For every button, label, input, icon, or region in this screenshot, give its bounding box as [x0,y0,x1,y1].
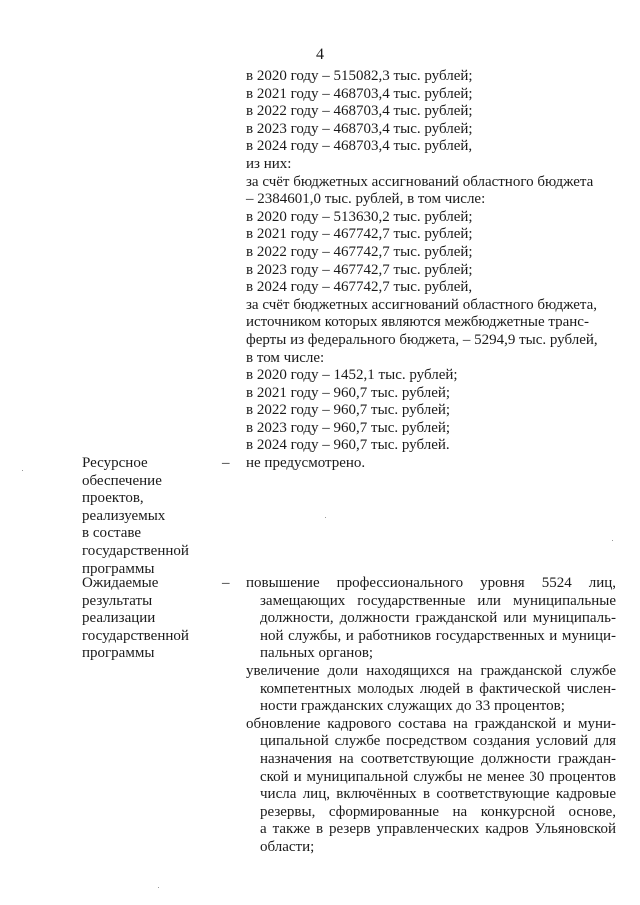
funding-line: в 2021 году – 960,7 тыс. рублей; [246,384,451,401]
label-line: обеспечение [82,472,162,489]
label-line: программы [82,645,155,662]
label-line: результаты [82,592,153,609]
funding-details [246,68,616,455]
funding-line: в 2021 году – 468703,4 тыс. рублей; [246,85,473,102]
results-line: увеличение доли находящихся на гражданской службе [246,662,616,679]
separator-dash: – [222,455,230,471]
scan-speck [158,887,159,888]
results-line: назначения на соответствующие должности граждан- [260,750,616,767]
funding-line: в 2022 году – 960,7 тыс. рублей; [246,402,451,419]
label-line: Ресурсное [82,455,148,471]
resource-label [82,455,217,578]
results-line: ности гражданских служащих до 33 процентов; [260,698,565,715]
funding-line: источником которых являются межбюджетные транс- [246,314,589,331]
label-line: программы [82,560,155,577]
results-line: пальных органов; [260,645,374,662]
results-line: ной службы, и работников государственных и муници- [260,627,616,644]
label-line: государственной [82,542,189,559]
label-line: государственной [82,627,189,644]
results-line: ской и муниципальной службы не менее 30 процентов [260,768,616,785]
funding-line: – 2384601,0 тыс. рублей, в том числе: [246,191,486,208]
results-line: резервы, сформированные на конкурсной основе, [260,803,616,820]
results-label [82,575,217,663]
scan-speck [22,470,23,471]
funding-line: ферты из федерального бюджета, – 5294,9 тыс. рублей, [246,331,598,348]
funding-line: в том числе: [246,349,325,366]
funding-line: в 2023 году – 960,7 тыс. рублей; [246,419,451,436]
funding-line: в 2020 году – 1452,1 тыс. рублей; [246,367,458,384]
funding-line: в 2021 году – 467742,7 тыс. рублей; [246,226,473,243]
funding-line: в 2024 году – 467742,7 тыс. рублей, [246,279,473,296]
scan-speck [325,517,326,518]
page-number: 4 [316,46,324,63]
label-line: реализуемых [82,507,166,524]
funding-line: в 2023 году – 467742,7 тыс. рублей; [246,261,473,278]
results-line: обновление кадрового состава на гражданской и муни- [246,715,616,732]
results-line: области; [260,838,315,855]
funding-line: в 2024 году – 960,7 тыс. рублей. [246,437,450,454]
funding-line: в 2022 году – 468703,4 тыс. рублей; [246,103,473,120]
funding-line: в 2024 году – 468703,4 тыс. рублей, [246,138,473,155]
funding-line: за счёт бюджетных ассигнований областного бюджета [246,173,594,190]
results-line: ципальной службе посредством создания условий для [260,733,616,750]
funding-line: в 2020 году – 513630,2 тыс. рублей; [246,208,473,225]
results-content [246,575,616,857]
label-line: проектов, [82,490,144,507]
funding-line: в 2020 году – 515082,3 тыс. рублей; [246,68,473,84]
label-line: в составе [82,525,142,542]
funding-line: в 2022 году – 467742,7 тыс. рублей; [246,243,473,260]
results-line: замещающих государственные или муниципальные [260,592,616,609]
funding-line: из них: [246,155,292,172]
results-line: должности, должности гражданской или муниципаль- [260,610,616,627]
results-line: а также в резерв управленческих кадров Ульяновской [260,821,616,838]
resource-value: не предусмотрено. [246,455,366,471]
label-line: реализации [82,610,156,627]
funding-line: за счёт бюджетных ассигнований областного бюджета, [246,296,598,313]
scan-speck [612,540,613,541]
separator-dash: – [222,575,230,591]
results-line: числа лиц, включённых в соответствующие кадровые [260,786,616,803]
funding-line: в 2023 году – 468703,4 тыс. рублей; [246,120,473,137]
results-line: повышение профессионального уровня 5524 лиц, [246,575,616,591]
results-line: компетентных молодых людей в фактической числен- [260,680,616,697]
label-line: Ожидаемые [82,575,159,591]
